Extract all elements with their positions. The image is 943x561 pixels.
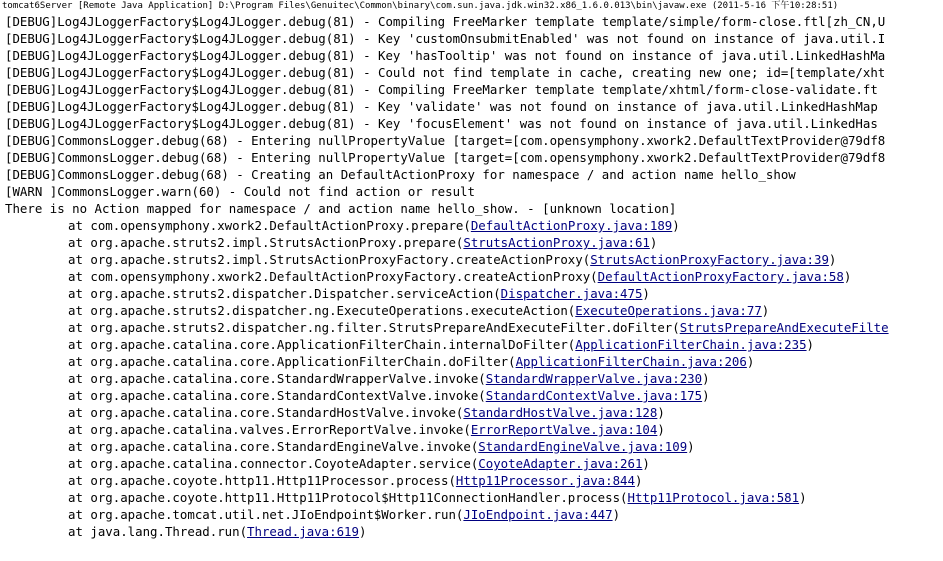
frame-close: ) bbox=[746, 354, 755, 369]
source-link[interactable]: StrutsActionProxy.java:61 bbox=[463, 235, 650, 250]
source-link[interactable]: StandardHostValve.java:128 bbox=[463, 405, 658, 420]
stack-frame bbox=[0, 455, 943, 472]
log-line: [DEBUG]CommonsLogger.debug(68) - Entering nullPropertyValue [target=[com.opensymphony.xwork2.DefaultTextProvider@79df8 bbox=[5, 150, 886, 165]
source-link[interactable]: StrutsPrepareAndExecuteFilte bbox=[679, 320, 889, 335]
source-link[interactable]: StandardContextValve.java:175 bbox=[485, 388, 703, 403]
log-line: [DEBUG]Log4JLoggerFactory$Log4JLogger.debug(81) - Could not find template in cache, creating new one; id=[template/xht bbox=[5, 65, 886, 80]
log-line: [DEBUG]CommonsLogger.debug(68) - Entering nullPropertyValue [target=[com.opensymphony.xwork2.DefaultTextProvider@79df8 bbox=[5, 133, 886, 148]
log-line: [DEBUG]Log4JLoggerFactory$Log4JLogger.debug(81) - Key 'focusElement' was not found on instance of java.util.LinkedHas bbox=[5, 116, 878, 131]
frame-method: at org.apache.catalina.core.ApplicationFilterChain.internalDoFilter( bbox=[68, 337, 576, 352]
frame-method: at java.lang.Thread.run( bbox=[68, 524, 248, 539]
frame-method: at org.apache.struts2.dispatcher.ng.ExecuteOperations.executeAction( bbox=[68, 303, 576, 318]
warn-line: [WARN ]CommonsLogger.warn(60) - Could not find action or result bbox=[5, 184, 475, 199]
log-lines bbox=[0, 13, 943, 217]
frame-method: at com.opensymphony.xwork2.DefaultActionProxy.prepare( bbox=[68, 218, 471, 233]
source-link[interactable]: Dispatcher.java:475 bbox=[500, 286, 643, 301]
frame-method: at org.apache.catalina.core.ApplicationFilterChain.doFilter( bbox=[68, 354, 516, 369]
exception-message: There is no Action mapped for namespace / and action name hello_show. - [unknown location] bbox=[5, 201, 677, 216]
frame-method: at org.apache.struts2.dispatcher.Dispatcher.serviceAction( bbox=[68, 286, 501, 301]
source-link[interactable]: CoyoteAdapter.java:261 bbox=[478, 456, 643, 471]
log-line: [DEBUG]Log4JLoggerFactory$Log4JLogger.debug(81) - Compiling FreeMarker template template/simple/form-close.ftl[zh_CN,U bbox=[5, 14, 886, 29]
source-link[interactable]: Http11Processor.java:844 bbox=[455, 473, 635, 488]
frame-close: ) bbox=[657, 422, 665, 437]
source-link[interactable]: DefaultActionProxy.java:189 bbox=[470, 218, 673, 233]
stack-frame bbox=[0, 251, 943, 268]
frame-close: ) bbox=[806, 337, 815, 352]
stack-frame bbox=[0, 387, 943, 404]
stack-frame bbox=[0, 217, 943, 234]
stack-frame bbox=[0, 302, 943, 319]
source-link[interactable]: StandardEngineValve.java:109 bbox=[478, 439, 688, 454]
frame-method: at org.apache.struts2.dispatcher.ng.filter.StrutsPrepareAndExecuteFilter.doFilter( bbox=[68, 320, 680, 335]
stack-frame bbox=[0, 438, 943, 455]
console-title: tomcat6Server [Remote Java Application] D:\Program Files\Genuitec\Common\binary\com.sun.java.jdk.win32.x86_1.6.0.013\bin\javaw.exe (2011-5-16 下午10:28:51) bbox=[0, 0, 943, 12]
source-link[interactable]: ApplicationFilterChain.java:206 bbox=[515, 354, 747, 369]
frame-method: at org.apache.catalina.core.StandardWrapperValve.invoke( bbox=[68, 371, 486, 386]
frame-close: ) bbox=[657, 405, 665, 420]
log-line: [DEBUG]CommonsLogger.debug(68) - Creating an DefaultActionProxy for namespace / and action name hello_show bbox=[5, 167, 796, 182]
frame-method: at org.apache.catalina.core.StandardEngineValve.invoke( bbox=[68, 439, 479, 454]
frame-close: ) bbox=[672, 218, 680, 233]
frame-method: at org.apache.struts2.impl.StrutsActionProxyFactory.createActionProxy( bbox=[68, 252, 591, 267]
stack-frame bbox=[0, 319, 943, 336]
stack-frame bbox=[0, 370, 943, 387]
frame-close: ) bbox=[649, 235, 658, 250]
frame-close: ) bbox=[828, 252, 837, 267]
frame-close: ) bbox=[634, 473, 643, 488]
frame-close: ) bbox=[799, 490, 807, 505]
frame-close: ) bbox=[642, 286, 650, 301]
stack-frame bbox=[0, 489, 943, 506]
frame-close: ) bbox=[687, 439, 695, 454]
frame-method: at com.opensymphony.xwork2.DefaultActionProxyFactory.createActionProxy( bbox=[68, 269, 598, 284]
frame-close: ) bbox=[843, 269, 852, 284]
stack-frame bbox=[0, 523, 943, 540]
stack-frame bbox=[0, 234, 943, 251]
frame-method: at org.apache.catalina.connector.CoyoteAdapter.service( bbox=[68, 456, 479, 471]
stack-frame bbox=[0, 472, 943, 489]
frame-close: ) bbox=[612, 507, 621, 522]
frame-close: ) bbox=[761, 303, 770, 318]
log-line: [DEBUG]Log4JLoggerFactory$Log4JLogger.debug(81) - Key 'hasTooltip' was not found on instance of java.util.LinkedHashMa bbox=[5, 48, 886, 63]
frame-close: ) bbox=[642, 456, 650, 471]
frame-method: at org.apache.catalina.valves.ErrorReportValve.invoke( bbox=[68, 422, 471, 437]
frame-method: at org.apache.struts2.impl.StrutsActionProxy.prepare( bbox=[68, 235, 464, 250]
source-link[interactable]: ExecuteOperations.java:77 bbox=[575, 303, 762, 318]
stack-frame bbox=[0, 336, 943, 353]
stack-frame bbox=[0, 268, 943, 285]
frame-method: at org.apache.catalina.core.StandardHostValve.invoke( bbox=[68, 405, 464, 420]
stack-frame bbox=[0, 421, 943, 438]
frame-method: at org.apache.coyote.http11.Http11Processor.process( bbox=[68, 473, 456, 488]
source-link[interactable]: DefaultActionProxyFactory.java:58 bbox=[597, 269, 844, 284]
console-output[interactable] bbox=[0, 12, 943, 561]
frame-method: at org.apache.coyote.http11.Http11Protocol$Http11ConnectionHandler.process( bbox=[68, 490, 628, 505]
source-link[interactable]: JIoEndpoint.java:447 bbox=[463, 507, 613, 522]
frame-close: ) bbox=[702, 371, 710, 386]
frame-method: at org.apache.catalina.core.StandardContextValve.invoke( bbox=[68, 388, 486, 403]
stack-frame bbox=[0, 353, 943, 370]
source-link[interactable]: StrutsActionProxyFactory.java:39 bbox=[590, 252, 829, 267]
source-link[interactable]: ErrorReportValve.java:104 bbox=[470, 422, 658, 437]
frame-close: ) bbox=[702, 388, 710, 403]
log-line: [DEBUG]Log4JLoggerFactory$Log4JLogger.debug(81) - Compiling FreeMarker template template/xhtml/form-close-validate.ft bbox=[5, 82, 878, 97]
frame-method: at org.apache.tomcat.util.net.JIoEndpoint$Worker.run( bbox=[68, 507, 464, 522]
stack-frame bbox=[0, 506, 943, 523]
source-link[interactable]: Http11Protocol.java:581 bbox=[627, 490, 800, 505]
source-link[interactable]: StandardWrapperValve.java:230 bbox=[485, 371, 703, 386]
stack-trace bbox=[0, 217, 943, 540]
stack-frame bbox=[0, 404, 943, 421]
log-line: [DEBUG]Log4JLoggerFactory$Log4JLogger.debug(81) - Key 'validate' was not found on instance of java.util.LinkedHashMap bbox=[5, 99, 878, 114]
frame-close: ) bbox=[358, 524, 367, 539]
source-link[interactable]: ApplicationFilterChain.java:235 bbox=[575, 337, 807, 352]
stack-frame bbox=[0, 285, 943, 302]
source-link[interactable]: Thread.java:619 bbox=[247, 524, 359, 539]
log-line: [DEBUG]Log4JLoggerFactory$Log4JLogger.debug(81) - Key 'customOnsubmitEnabled' was not found on instance of java.util.I bbox=[5, 31, 886, 46]
